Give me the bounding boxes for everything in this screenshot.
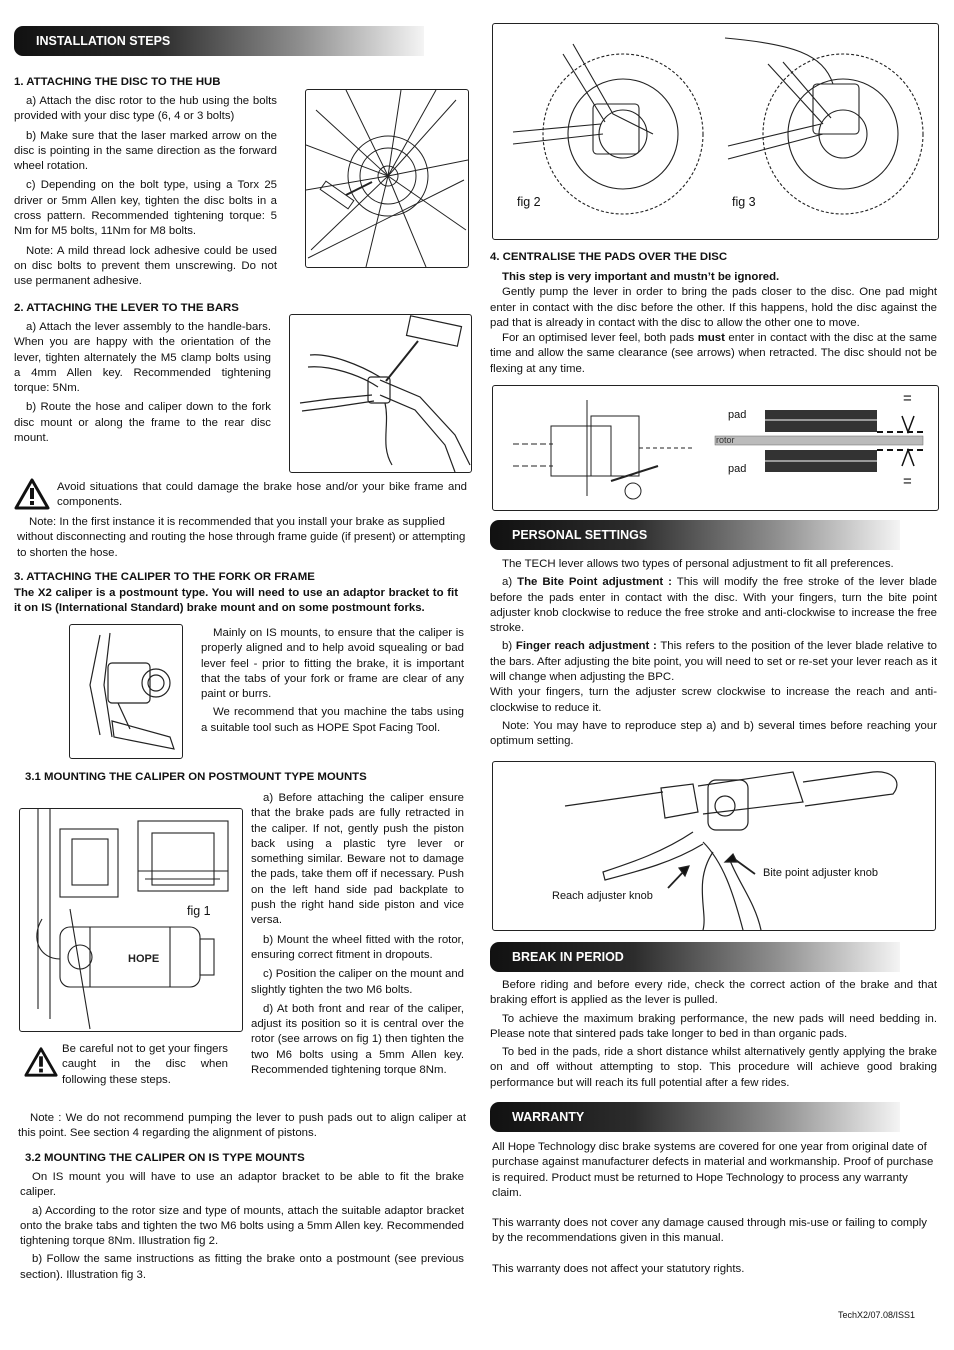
installation-steps-header: INSTALLATION STEPS xyxy=(14,26,424,56)
section-3-p2: We recommend that you machine the tabs using a suitable tool such as HOPE Spot Facing Tool. xyxy=(201,706,464,734)
warranty-header: WARRANTY xyxy=(490,1102,900,1132)
caliper-postmount-illustration xyxy=(69,624,183,759)
s31-step-c: c) Position the caliper on the mount and slightly tighten the two M6 bolts. xyxy=(251,968,464,996)
s1-step-b: b) Make sure that the laser marked arrow on the disc is pointing in the same direction as the forward wheel rotation. xyxy=(14,129,277,173)
bite-point-knob-label: Bite point adjuster knob xyxy=(763,867,878,879)
fig1-label: fig 1 xyxy=(187,904,211,918)
break-in-period-header: BREAK IN PERIOD xyxy=(490,942,900,972)
pad-top-label: pad xyxy=(728,409,747,421)
fig2-fig3-illustration xyxy=(492,23,939,240)
section-4-heading: 4. CENTRALISE THE PADS OVER THE DISC xyxy=(490,251,728,263)
section-3-bold-intro: The X2 caliper is a postmount type. You will need to use an adaptor bracket to fit it on IS (International Standard) brake mount and on some postmount forks. xyxy=(14,587,458,615)
warning-hose-text: Avoid situations that could damage the brake hose and/or your bike frame and components. xyxy=(57,481,467,509)
rotor-label: rotor xyxy=(716,435,735,445)
s2-step-a: a) Attach the lever assembly to the handle-bars. When you are happy with the orientation of the lever, tighten alternately the M5 clamp bolts using a 4mm Allen key. Recommended tightening torque: 5Nm. xyxy=(14,321,271,395)
s32-p1: On IS mount you will have to use an adaptor bracket to be able to fit the brake caliper. xyxy=(20,1171,464,1199)
hub-brand-text: HOPE xyxy=(128,953,160,965)
warranty-p3: This warranty does not affect your statutory rights. xyxy=(492,1262,745,1275)
section-4-p1: Gently pump the lever in order to bring the pads closer to the disc. One pad might enter in contact with the disc before the other. If this happens, hold the disc against the pad that is already in contact with the disc to allow the other one to move. xyxy=(490,286,937,329)
lever-adjusters-illustration xyxy=(492,761,936,931)
bite-point-adjustment: a) The Bite Point adjustment : This will modify the free stroke of the lever blade before the pads enter in contact with the disc. With your fingers, turn the bite point adjuster knob clockwise to reduce the free stroke and anti-clockwise to increase the free stroke. xyxy=(490,576,938,635)
s32-step-b: b) Follow the same instructions as fitting the brake onto a postmount (see previous section). Illustration fig 3. xyxy=(20,1253,464,1281)
s1-note: Note: A mild thread lock adhesive could be used on disc bolts to prevent them unscrewing. Do not use permanent adhesive. xyxy=(14,244,277,288)
s32-step-a: a) According to the rotor size and type of mounts, attach the suitable adaptor bracket onto the brake tabs and tighten the two M6 bolts using a 5mm Allen key. Recommended tightening torque 8Nm. Illustration fig 2. xyxy=(20,1204,464,1248)
warranty-p2: This warranty does not cover any damage caused through mis-use or failing to comply by the recommendations given in this manual. xyxy=(492,1217,927,1245)
personal-note: Note: You may have to reproduce step a) and b) several times before reaching your optimum setting. xyxy=(490,719,937,748)
s1-step-a: a) Attach the disc rotor to the hub using the bolts provided with your disc type (6, 4 or 3 bolts) xyxy=(14,95,277,123)
equal-mark-bottom: = xyxy=(903,473,912,490)
s2-step-b: b) Route the hose and caliper down to the fork disc mount or along the frame to the rear disc mount. xyxy=(14,401,271,445)
s1-step-c: c) Depending on the bolt type, using a Torx 25 driver or 5mm Allen key, tighten the disc bolts in a cross pattern. Recommended tightening torque: 5 Nm for M5 bolts, 11Nm for M8 bolts. xyxy=(14,179,277,238)
pad-bottom-label: pad xyxy=(728,463,747,475)
pad-clearance-diagram xyxy=(492,385,939,511)
warning-icon xyxy=(14,478,50,510)
personal-settings-header: PERSONAL SETTINGS xyxy=(490,520,900,550)
section-3-p1: Mainly on IS mounts, to ensure that the caliper is properly aligned and to help avoid squealing or bad lever feel - prior to fitting the brake, it is important that the tabs of your fork or frame are clear of any paint or burrs. xyxy=(201,627,464,701)
s31-step-d: d) At both front and rear of the caliper, adjust its position so it is central over the rotor (see arrows on fig 1) then tighten the two M6 bolts using a 5mm Allen key. Recommended tightening torque 8Nm. xyxy=(251,1002,464,1077)
s31-step-b: b) Mount the wheel fitted with the rotor, ensuring correct fitment in dropouts. xyxy=(251,933,464,961)
warning-icon-fingers xyxy=(24,1046,58,1078)
section-3-2-heading: 3.2 MOUNTING THE CALIPER ON IS TYPE MOUNTS xyxy=(25,1152,305,1164)
lever-bars-illustration xyxy=(289,314,472,473)
section-3-heading: 3. ATTACHING THE CALIPER TO THE FORK OR FRAME xyxy=(14,571,315,583)
breakin-p1: Before riding and before every ride, check the correct action of the brake and that braking effort is applied as the lever is pulled. xyxy=(490,979,937,1007)
fig1-illustration xyxy=(19,808,243,1032)
section-4-p2: For an optimised lever feel, both pads must enter in contact with the disc at the same time and allow the same clearance (see arrows) when retracted. The disc should not be flexing at any time. xyxy=(490,332,937,375)
section-3-1-heading: 3.1 MOUNTING THE CALIPER ON POSTMOUNT TYPE MOUNTS xyxy=(25,771,367,783)
document-code: TechX2/07.08/ISS1 xyxy=(838,1310,916,1320)
breakin-p3: To bed in the pads, ride a short distance whilst alternatively gently applying the brake on and off without attempting to stop. This procedure will achieve good braking performance but will reach its full potential after a few rides. xyxy=(490,1046,937,1089)
fig2-label: fig 2 xyxy=(517,195,541,209)
personal-intro: The TECH lever allows two types of personal adjustment to fit all preferences. xyxy=(502,558,894,570)
section-1-heading: 1. ATTACHING THE DISC TO THE HUB xyxy=(14,76,221,88)
reach-knob-label: Reach adjuster knob xyxy=(552,890,653,902)
finger-reach-adjustment: b) Finger reach adjustment : This refers to the position of the lever blade relative to the bars. After adjusting the bite point, you will need to set or re-set your lever reach as it will change when adjusting the BPC. xyxy=(490,640,938,684)
finger-reach-adjustment-2: With your fingers, turn the adjuster screw clockwise to increase the reach and anti-clockwise to reduce it. xyxy=(490,686,937,714)
equal-mark-top: = xyxy=(903,390,912,407)
fig3-label: fig 3 xyxy=(732,195,756,209)
warranty-p1: All Hope Technology disc brake systems are covered for one year from original date of purchase against manufacturer defects in material and workmanship. Proof of purchase is required. Product must be returned to Hope Technology to process any warranty claim. xyxy=(492,1141,934,1199)
s31-note: Note : We do not recommend pumping the lever to push pads out to align caliper at this point. See section 4 regarding the alignment of pistons. xyxy=(18,1112,466,1140)
wheel-disc-illustration xyxy=(305,89,469,268)
breakin-p2: To achieve the maximum braking performance, the new pads will need bedding in. Please note that sintered pads take longer to bed in than organic pads. xyxy=(490,1012,937,1040)
s31-step-a: a) Before attaching the caliper ensure that the brake pads are fully retracted in the caliper. If not, gently push the piston back using a plastic tyre lever or something similar. Beware not to damage the pads, take them off if necessary. Push on the left hand side pad backplate to push the right hand side piston and vice versa. xyxy=(251,792,464,927)
note-first-instance: Note: In the first instance it is recommended that you install your brake as supplied without disconnecting and routing the hose through frame guide (if present) or attempting to shorten the hose. xyxy=(17,516,466,559)
warning-fingers-text: Be careful not to get your fingers caught in the disc when following these steps. xyxy=(62,1043,228,1086)
section-4-bold: This step is very important and mustn’t be ignored. xyxy=(502,271,780,283)
section-2-heading: 2. ATTACHING THE LEVER TO THE BARS xyxy=(14,302,239,314)
